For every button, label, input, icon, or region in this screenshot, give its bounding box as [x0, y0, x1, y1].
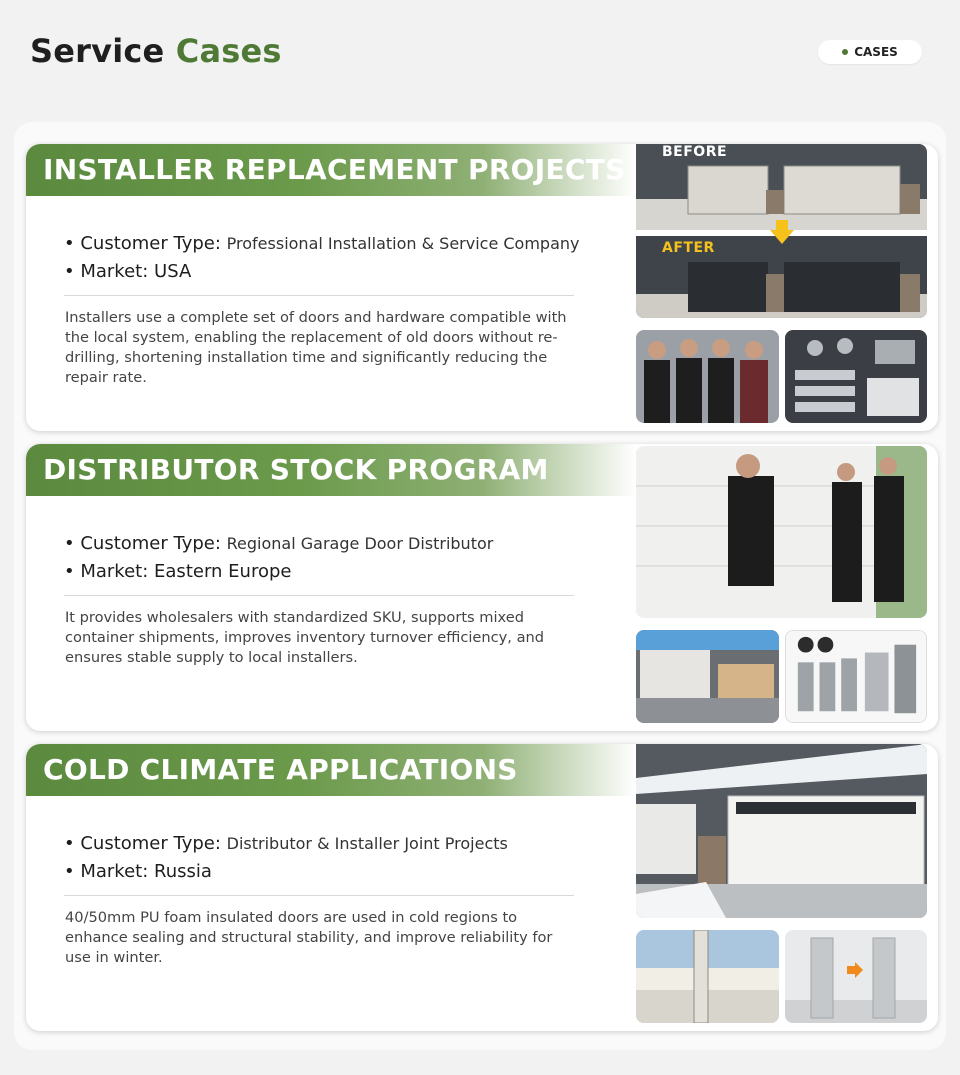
case-description: 40/50mm PU foam insulated doors are used in cold regions to enhance sealing and structural stability, and improve reliability for use in winter.	[65, 909, 553, 966]
divider	[64, 595, 574, 596]
divider	[64, 895, 574, 896]
case-info	[64, 230, 584, 286]
case-card-cold-climate	[26, 744, 938, 1031]
hardware-kit-image	[785, 330, 927, 423]
market-row: • Market: USA	[64, 261, 192, 282]
case-card-distributor	[26, 444, 938, 731]
customer-type-row: • Customer Type: Professional Installation & Service Company	[64, 233, 580, 254]
customer-type-row: • Customer Type: Distributor & Installer Joint Projects	[64, 833, 508, 854]
market-value: USA	[154, 261, 192, 282]
after-label: AFTER	[662, 240, 715, 256]
insulated-panel-closeup-image	[636, 930, 779, 1023]
market-value: Russia	[154, 861, 212, 882]
badge-dot-icon	[842, 49, 848, 55]
hardware-parts-image	[785, 630, 927, 723]
market-label: Market:	[80, 261, 149, 282]
divider	[64, 295, 574, 296]
market-label: Market:	[80, 561, 149, 582]
customer-type-value: Regional Garage Door Distributor	[226, 534, 494, 553]
page-title-accent: Cases	[175, 32, 282, 70]
customer-type-value: Professional Installation & Service Company	[226, 234, 580, 253]
market-row: • Market: Russia	[64, 861, 212, 882]
case-info	[64, 830, 584, 886]
installer-team-image	[636, 330, 779, 423]
case-description: Installers use a complete set of doors and hardware compatible with the local system, enabling the replacement of old doors without re-drilling, shortening installation time and significantly reducing the repair rate.	[65, 309, 567, 386]
warehouse-loading-image	[636, 630, 779, 723]
snowy-garage-image	[636, 744, 927, 918]
before-after-garage-image	[636, 144, 927, 318]
before-label: BEFORE	[662, 144, 728, 160]
page-title-main: Service	[30, 32, 165, 70]
page-title	[30, 32, 282, 70]
case-title: INSTALLER REPLACEMENT PROJECTS	[26, 144, 636, 196]
installers-at-work-image	[636, 446, 927, 618]
market-value: Eastern Europe	[154, 561, 292, 582]
market-row: • Market: Eastern Europe	[64, 561, 292, 582]
customer-type-row: • Customer Type: Regional Garage Door Distributor	[64, 533, 494, 554]
customer-type-label: Customer Type:	[80, 533, 221, 554]
cases-badge	[818, 40, 922, 64]
customer-type-label: Customer Type:	[80, 833, 221, 854]
case-title: DISTRIBUTOR STOCK PROGRAM	[26, 444, 636, 496]
customer-type-label: Customer Type:	[80, 233, 221, 254]
case-description: It provides wholesalers with standardized SKU, supports mixed container shipments, improves inventory turnover efficiency, and ensures stable supply to local installers.	[65, 609, 545, 666]
case-info	[64, 530, 584, 586]
badge-label: CASES	[854, 45, 898, 59]
door-panel-sections-image	[785, 930, 927, 1023]
case-card-installer	[26, 144, 938, 431]
case-title: COLD CLIMATE APPLICATIONS	[26, 744, 636, 796]
customer-type-value: Distributor & Installer Joint Projects	[226, 834, 508, 853]
market-label: Market:	[80, 861, 149, 882]
